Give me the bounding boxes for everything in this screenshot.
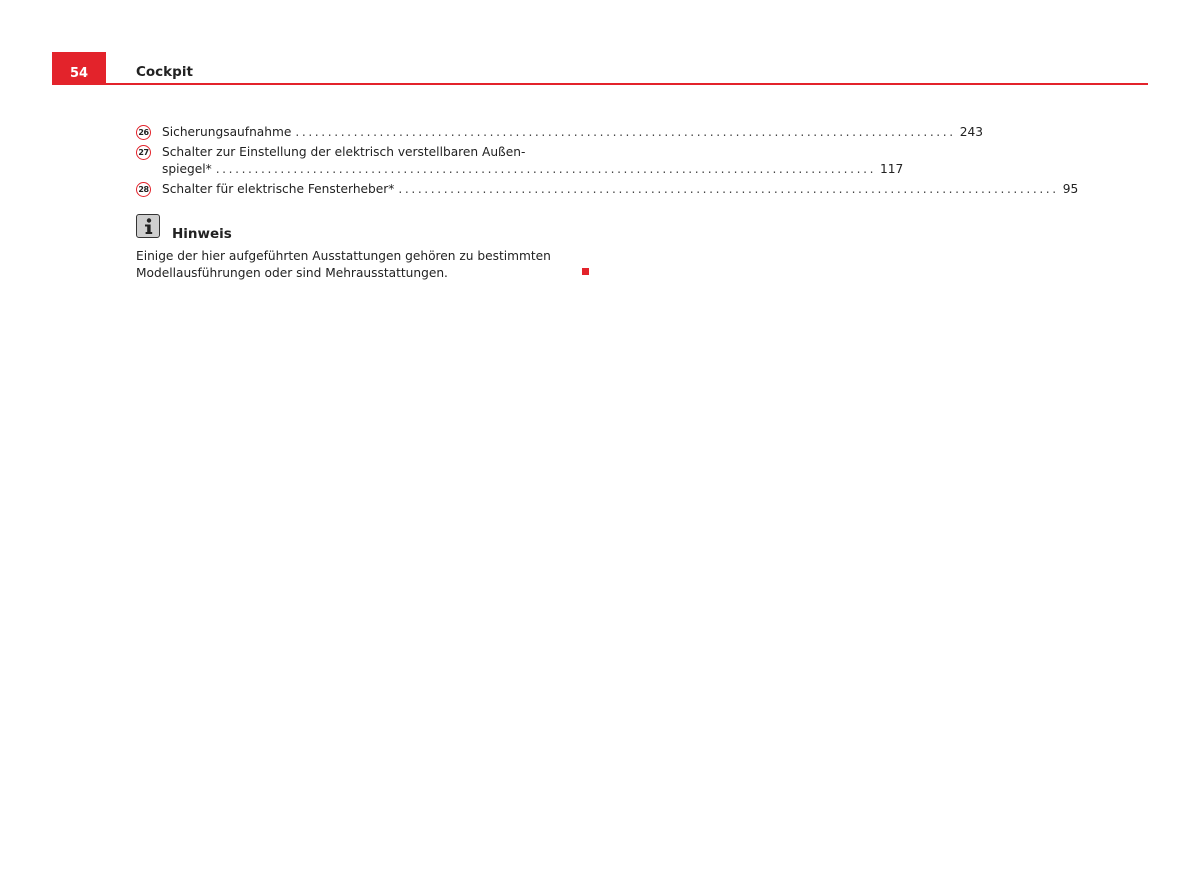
- legend-list: [136, 124, 1079, 201]
- page-number: 54: [52, 52, 106, 84]
- item-number-badge: 28: [136, 182, 151, 197]
- item-page-ref[interactable]: 243: [959, 125, 983, 139]
- end-of-section-marker: [582, 268, 589, 275]
- note-title: Hinweis: [172, 226, 232, 242]
- leader-dots: ......................................................................................................: [295, 125, 956, 139]
- list-item: [136, 181, 1079, 198]
- item-label: Schalter für elektrische Fensterheber*: [162, 182, 395, 196]
- list-item: [136, 144, 904, 178]
- item-page-ref[interactable]: 117: [880, 162, 904, 176]
- item-page-ref[interactable]: 95: [1062, 182, 1079, 196]
- info-icon: [136, 214, 160, 238]
- leader-dots: ......................................................................................................: [215, 162, 877, 176]
- item-number-badge: 26: [136, 125, 151, 140]
- list-item: [136, 124, 983, 141]
- header-rule: [52, 83, 1148, 85]
- item-label: Schalter zur Einstellung der elektrisch verstellbaren Außen-: [162, 145, 526, 159]
- leader-dots: ......................................................................................................: [398, 182, 1059, 196]
- item-number-badge: 27: [136, 145, 151, 160]
- note-text: Einige der hier aufgeführten Ausstattungen gehören zu bestimmten Modellausführungen oder sind Mehrausstattungen.: [136, 249, 551, 280]
- section-title: Cockpit: [136, 64, 193, 80]
- page-header: [52, 52, 1148, 86]
- item-label: Sicherungsaufnahme: [162, 125, 292, 139]
- item-label-continued: spiegel*: [162, 162, 212, 176]
